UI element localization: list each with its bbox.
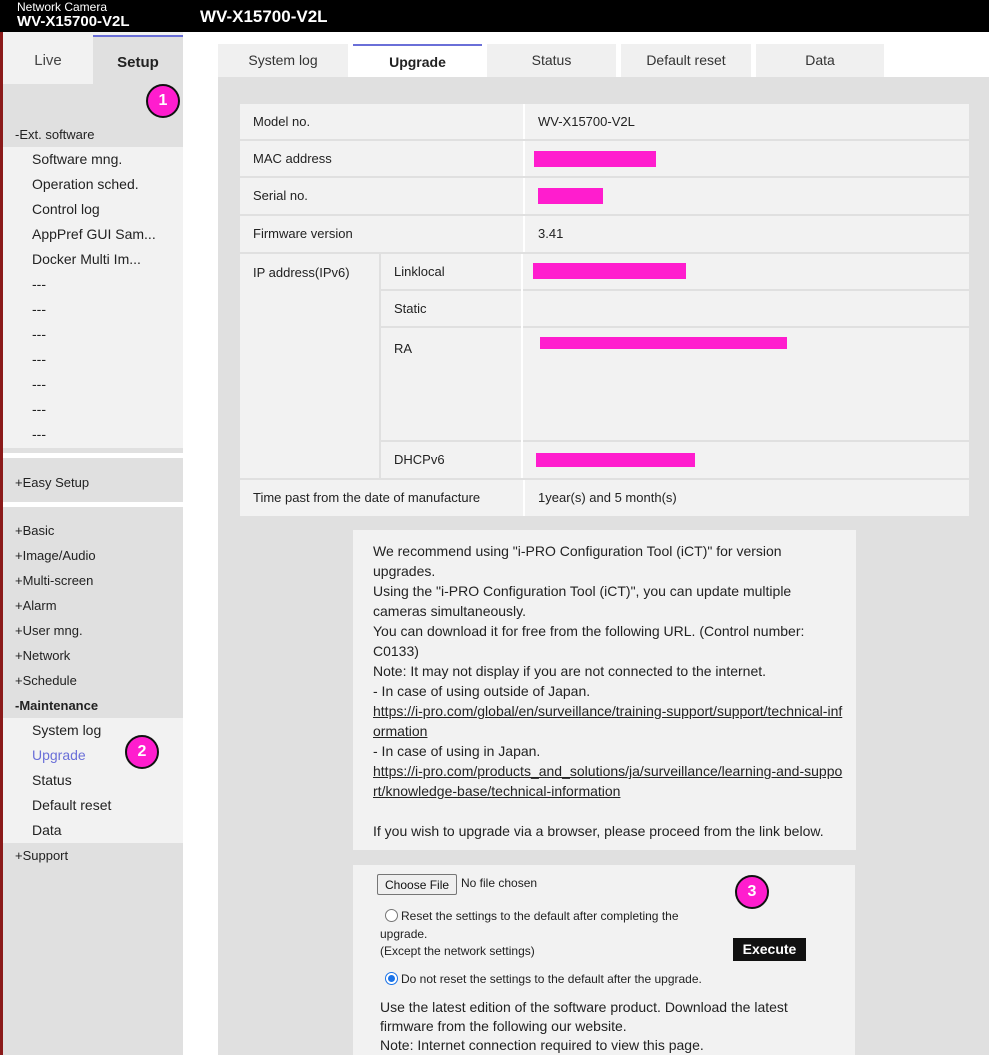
time-past-label: Time past from the date of manufacture <box>253 490 481 505</box>
tab-system-log[interactable]: System log <box>218 44 348 77</box>
ipv6-ra-row <box>381 328 969 440</box>
redacted-mac <box>534 151 656 167</box>
page-title: WV-X15700-V2L <box>200 7 328 26</box>
sidebar-item-docker-multi[interactable]: Docker Multi Im... <box>32 251 141 267</box>
notice-p6: - In case of using in Japan. <box>373 743 541 759</box>
notice-p4: Note: It may not display if you are not connected to the internet. <box>373 663 767 679</box>
sidebar-head-multi-screen[interactable]: +Multi-screen <box>15 573 94 588</box>
sidebar-head-alarm[interactable]: +Alarm <box>15 598 57 613</box>
firmware-note-internet: Note: Internet connection required to view this page. <box>380 1037 704 1053</box>
table-row-mac <box>240 141 969 176</box>
sidebar-separator <box>3 502 183 507</box>
tab-data[interactable]: Data <box>756 44 884 77</box>
table-row-time-past <box>240 480 969 516</box>
redacted-serial <box>538 188 603 204</box>
firmware-value: 3.41 <box>523 216 969 252</box>
sidebar-head-image-audio[interactable]: +Image/Audio <box>15 548 96 563</box>
sidebar-section-ext-software <box>3 122 183 448</box>
sidebar-item-status[interactable]: Status <box>32 772 72 788</box>
sidebar-section-menu <box>3 518 183 868</box>
ra-label: RA <box>394 341 413 356</box>
app-header <box>0 0 989 32</box>
redacted-linklocal <box>533 263 686 279</box>
ipv6-linklocal-row <box>381 254 969 289</box>
sidebar-item-upgrade[interactable]: Upgrade <box>32 747 86 763</box>
tab-status[interactable]: Status <box>487 44 616 77</box>
tab-upgrade[interactable]: Upgrade <box>353 44 482 77</box>
sidebar-head-support[interactable]: +Support <box>15 848 69 863</box>
serial-label: Serial no. <box>253 188 308 203</box>
column-divider <box>521 254 523 478</box>
link-global-support[interactable]: https://i-pro.com/global/en/surveillance/training-support/support/technical-information <box>373 703 843 739</box>
sidebar-item-apppref-gui[interactable]: AppPref GUI Sam... <box>32 226 156 242</box>
ipv6-label: IP address(IPv6) <box>240 254 379 478</box>
annotation-badge-2: 2 <box>125 735 159 769</box>
mac-label: MAC address <box>253 151 332 166</box>
choose-file-button[interactable]: Choose File <box>377 874 457 895</box>
dhcpv6-label: DHCPv6 <box>394 452 445 467</box>
sidebar-separator <box>3 453 183 458</box>
execute-button[interactable]: Execute <box>733 938 806 961</box>
reset-default-text-2: upgrade. <box>380 927 428 941</box>
sidebar-head-maintenance[interactable]: -Maintenance <box>15 698 99 713</box>
sidebar-item-control-log[interactable]: Control log <box>32 201 100 217</box>
firmware-label: Firmware version <box>253 226 353 241</box>
ict-notice <box>353 530 856 850</box>
sidebar-item-empty-4[interactable]: --- <box>32 351 46 367</box>
sidebar-head-easy-setup[interactable]: +Easy Setup <box>15 475 90 490</box>
sidebar-item-empty-7[interactable]: --- <box>32 426 46 442</box>
linklocal-label: Linklocal <box>394 264 445 279</box>
sidebar-item-empty-6[interactable]: --- <box>32 401 46 417</box>
notice-p7: If you wish to upgrade via a browser, please proceed from the link below. <box>373 823 824 839</box>
redacted-dhcpv6 <box>536 453 695 467</box>
upgrade-form <box>353 865 855 1055</box>
notice-p1: We recommend using "i-PRO Configuration Tool (iCT)" for version upgrades. <box>373 543 782 579</box>
notice-p5: - In case of using outside of Japan. <box>373 683 591 699</box>
annotation-badge-3: 3 <box>735 875 769 909</box>
firmware-note <box>380 998 840 1055</box>
link-japan-support[interactable]: https://i-pro.com/products_and_solutions/ja/surveillance/learning-and-support/knowledge-base/technical-information <box>373 763 843 799</box>
model-label: Model no. <box>253 114 311 129</box>
tab-default-reset[interactable]: Default reset <box>621 44 751 77</box>
sidebar-item-empty-3[interactable]: --- <box>32 326 46 342</box>
sidebar-head-user-mng[interactable]: +User mng. <box>15 623 83 638</box>
sidebar-item-default-reset[interactable]: Default reset <box>32 797 112 813</box>
table-row-firmware <box>240 216 969 252</box>
brand-label: Network Camera <box>17 0 108 14</box>
notice-p2: Using the "i-PRO Configuration Tool (iCT)", you can update multiple cameras simultaneously. <box>373 583 792 619</box>
ipv6-dhcpv6-row <box>381 442 969 478</box>
setup-tab[interactable]: Setup <box>93 35 183 84</box>
tab-bar <box>218 44 989 77</box>
maintenance-list <box>3 718 183 843</box>
file-status: No file chosen <box>461 876 538 890</box>
sidebar-head-network[interactable]: +Network <box>15 648 71 663</box>
sidebar-item-operation-sched[interactable]: Operation sched. <box>32 176 139 192</box>
model-value: WV-X15700-V2L <box>523 104 969 139</box>
time-past-value: 1year(s) and 5 month(s) <box>523 480 969 516</box>
sidebar-item-empty-2[interactable]: --- <box>32 301 46 317</box>
annotation-badge-1: 1 <box>146 84 180 118</box>
sidebar-head-schedule[interactable]: +Schedule <box>15 673 77 688</box>
brand-model: WV-X15700-V2L <box>17 13 130 30</box>
sidebar-item-system-log[interactable]: System log <box>32 722 102 738</box>
sidebar-head-basic[interactable]: +Basic <box>15 523 55 538</box>
notice-p3: You can download it for free from the following URL. (Control number: C0133) <box>373 623 805 659</box>
sidebar-item-empty-5[interactable]: --- <box>32 376 46 392</box>
sidebar <box>3 32 183 1055</box>
sidebar-item-data[interactable]: Data <box>32 822 62 838</box>
table-row-serial <box>240 178 969 214</box>
sidebar-item-empty-1[interactable]: --- <box>32 276 46 292</box>
serial-value <box>523 178 969 214</box>
ipv6-static-row <box>381 291 969 326</box>
static-label: Static <box>394 301 427 316</box>
table-row-model <box>240 104 969 139</box>
reset-default-radio[interactable] <box>385 909 398 922</box>
no-reset-text: Do not reset the settings to the default after the upgrade. <box>401 972 702 986</box>
live-tab[interactable]: Live <box>3 35 93 84</box>
sidebar-section-easy-setup <box>3 470 183 495</box>
no-reset-radio[interactable] <box>385 972 398 985</box>
sidebar-item-software-mng[interactable]: Software mng. <box>32 151 123 167</box>
ext-software-list <box>3 147 183 448</box>
firmware-note-text: Use the latest edition of the software product. Download the latest firmware from the following our website. <box>380 999 788 1034</box>
mode-tabs <box>3 32 183 84</box>
redacted-ra <box>540 337 787 349</box>
table-row-ipv6 <box>240 254 969 478</box>
reset-default-text-3: (Except the network settings) <box>380 944 535 958</box>
reset-default-text-1: Reset the settings to the default after completing the <box>401 909 679 923</box>
mac-value <box>523 141 969 176</box>
sidebar-head-ext-software[interactable]: -Ext. software <box>15 127 95 142</box>
